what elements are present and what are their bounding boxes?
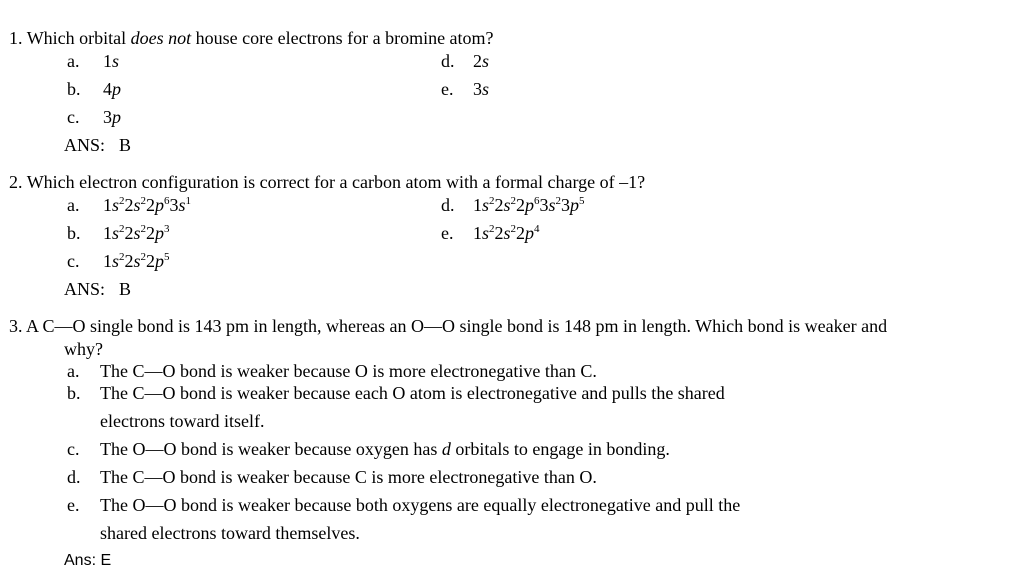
question-2-stem (9, 172, 645, 193)
config-shell-number: 2 (146, 223, 156, 243)
question-3-stem-line-2: why? (64, 339, 103, 359)
config-c (103, 251, 170, 272)
config-orbital-letter: s (482, 195, 490, 215)
config-electron-count: 1 (185, 195, 192, 207)
config-orbital-letter: s (112, 251, 120, 271)
question-1-stem (9, 28, 494, 49)
config-shell-number: 1 (473, 195, 482, 215)
config-orbital-letter: p (155, 223, 165, 243)
config-shell-number: 2 (494, 223, 504, 243)
config-electron-count: 4 (534, 223, 540, 235)
config-electron-count: 2 (489, 223, 495, 235)
config-shell-number: 2 (124, 195, 134, 215)
config-electron-count: 2 (119, 223, 125, 235)
config-electron-count: 2 (489, 195, 495, 207)
config-orbital-letter: s (133, 195, 141, 215)
config-shell-number: 2 (146, 195, 156, 215)
config-orbital-letter: s (133, 251, 141, 271)
config-orbital-letter: p (155, 251, 165, 271)
question-1-number: 1. (9, 28, 23, 48)
config-shell-number: 2 (516, 195, 526, 215)
config-orbital-letter: s (112, 195, 120, 215)
question-1-text-before: Which orbital (26, 28, 127, 48)
question-1-text-after: house core electrons for a bromine atom? (195, 28, 494, 48)
config-orbital-letter: p (570, 195, 580, 215)
question-2-answer: ANS: B (64, 279, 132, 299)
config-shell-number: 1 (103, 223, 112, 243)
config-electron-count: 2 (510, 223, 517, 235)
config-shell-number: 1 (103, 195, 112, 215)
config-shell-number: 1 (103, 251, 112, 271)
config-orbital-letter: s (503, 223, 511, 243)
question-3-stem-line-1 (9, 316, 887, 337)
question-1-emphasis: does not (130, 28, 192, 48)
config-shell-number: 3 (169, 195, 179, 215)
config-electron-count: 6 (534, 195, 540, 207)
config-shell-number: 2 (124, 223, 134, 243)
config-a (103, 195, 191, 216)
config-shell-number: 2 (494, 195, 504, 215)
config-shell-number: 1 (473, 223, 482, 243)
config-shell-number: 3 (561, 195, 571, 215)
config-orbital-letter: s (503, 195, 511, 215)
config-shell-number: 2 (516, 223, 526, 243)
config-electron-count: 2 (140, 251, 147, 263)
config-electron-count: 2 (510, 195, 517, 207)
config-electron-count: 2 (140, 195, 147, 207)
config-orbital-letter: p (525, 195, 535, 215)
question-2-number: 2. (9, 172, 23, 192)
question-1-answer: ANS: B (64, 135, 132, 155)
config-orbital-letter: s (133, 223, 141, 243)
config-shell-number: 3 (539, 195, 549, 215)
question-3-answer: Ans: E (64, 552, 112, 569)
config-orbital-letter: p (155, 195, 165, 215)
config-e (473, 223, 540, 244)
config-orbital-letter: s (482, 223, 490, 243)
config-orbital-letter: s (548, 195, 556, 215)
config-d (473, 195, 585, 216)
config-electron-count: 3 (164, 223, 170, 235)
config-orbital-letter: p (525, 223, 535, 243)
question-3-text: A C—O single bond is 143 pm in length, whereas an O—O single bond is 148 pm in length. Which bond is weaker and (26, 316, 888, 336)
config-orbital-letter: s (178, 195, 186, 215)
config-b (103, 223, 170, 244)
config-electron-count: 5 (579, 195, 585, 207)
config-orbital-letter: s (112, 223, 120, 243)
config-shell-number: 2 (146, 251, 156, 271)
orbital-d-emphasis: d (441, 439, 451, 459)
config-electron-count: 2 (119, 195, 125, 207)
question-2-text: Which electron configuration is correct for a carbon atom with a formal charge of –1? (26, 172, 646, 192)
config-electron-count: 2 (140, 223, 147, 235)
config-electron-count: 5 (164, 251, 170, 263)
config-shell-number: 2 (124, 251, 134, 271)
config-electron-count: 2 (555, 195, 562, 207)
question-3-number: 3. (9, 316, 23, 336)
config-electron-count: 2 (119, 251, 125, 263)
config-electron-count: 6 (164, 195, 170, 207)
